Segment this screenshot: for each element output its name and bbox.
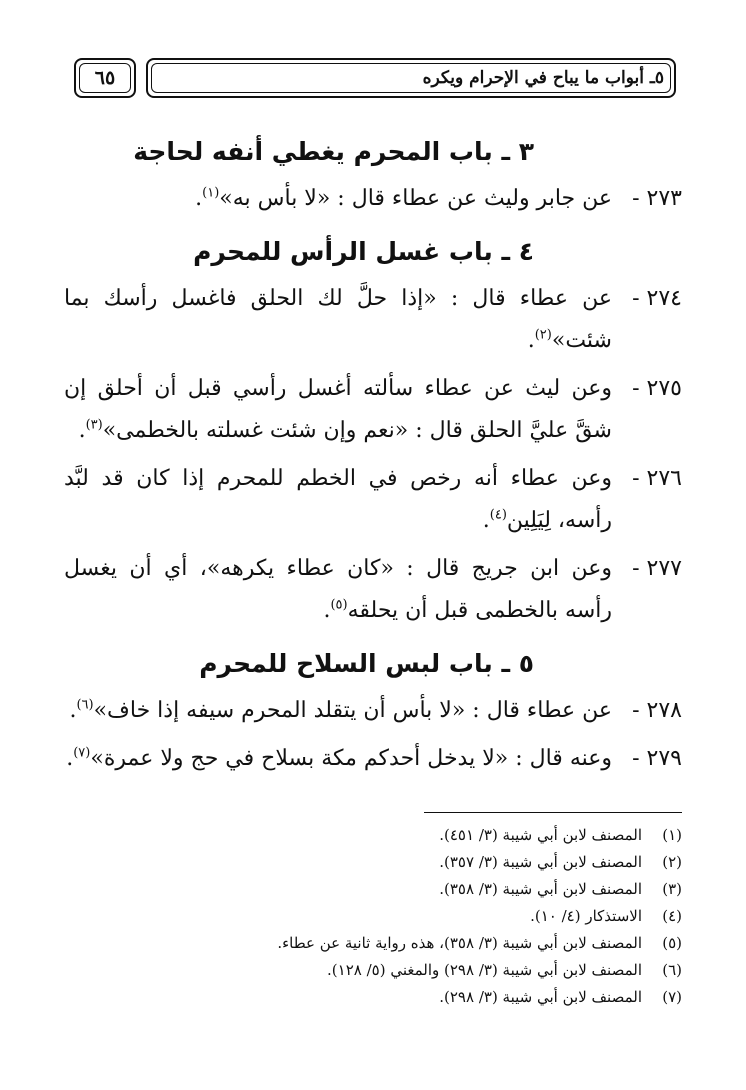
- footnote-divider: [424, 812, 682, 813]
- entry-text: عن عطاء قال : «لا بأس أن يتقلد المحرم سيفه إذا خاف»$^{(٦)}$.: [69, 697, 612, 723]
- footnote-text: المصنف لابن أبي شيبة (٣/ ٣٥٧).: [439, 853, 642, 871]
- entry-text: عن عطاء قال : «إذا حلَّ لك الحلق فاغسل رأسك بما شئت»$^{(٢)}$.: [64, 286, 612, 353]
- footnote: [64, 849, 682, 876]
- page-number-box: [74, 58, 136, 98]
- footnote-number: (٢): [662, 853, 682, 871]
- footnote: [64, 903, 682, 930]
- footnote: [64, 876, 682, 903]
- footnote: [64, 930, 682, 957]
- footnote: [64, 822, 682, 849]
- hadith-entry: [64, 690, 682, 732]
- footnote-ref: (٤): [489, 507, 507, 523]
- hadith-entry: [64, 458, 682, 542]
- footnote-ref: (٧): [73, 745, 91, 761]
- entry-number: ٢٧٨ -: [632, 698, 682, 723]
- footnote-number: (٥): [662, 934, 682, 952]
- section: [64, 134, 682, 220]
- section: [64, 646, 682, 780]
- footnote-text: المصنف لابن أبي شيبة (٣/ ٣٥٨)، هذه رواية ثانية عن عطاء.: [277, 934, 642, 952]
- footnote-text: المصنف لابن أبي شيبة (٣/ ٤٥١).: [439, 826, 642, 844]
- footnote-ref: (١): [202, 185, 220, 201]
- footnote-ref: (٣): [85, 417, 103, 433]
- entry-number: ٢٧٦ -: [632, 466, 682, 491]
- footnote-ref: (٥): [330, 597, 348, 613]
- hadith-entry: [64, 178, 682, 220]
- entry-text: وعنه قال : «لا يدخل أحدكم مكة بسلاح في حج ولا عمرة»$^{(٧)}$.: [66, 745, 612, 771]
- section-heading: ٤ ـ باب غسل الرأس للمحرم: [193, 237, 534, 266]
- entry-text: وعن ابن جريج قال : «كان عطاء يكرهه»، أي أن يغسل رأسه بالخطمى قبل أن يحلقه$^{(٥)}$.: [64, 556, 612, 623]
- footnote-text: المصنف لابن أبي شيبة (٣/ ٢٩٨).: [439, 988, 642, 1006]
- footnote-number: (٣): [662, 880, 682, 898]
- hadith-entry: [64, 278, 682, 362]
- main-text: [64, 120, 682, 786]
- footnote-number: (٧): [662, 988, 682, 1006]
- footnotes: [64, 822, 682, 1011]
- entry-number: ٢٧٧ -: [632, 556, 682, 581]
- section-heading: ٥ ـ باب لبس السلاح للمحرم: [199, 649, 534, 678]
- footnote-number: (١): [662, 826, 682, 844]
- chapter-title: ٥ـ أبواب ما يباح في الإحرام ويكره: [422, 68, 664, 88]
- footnote-text: الاستذكار (٤/ ١٠).: [530, 907, 642, 925]
- footnote-number: (٤): [662, 907, 682, 925]
- hadith-entry: [64, 738, 682, 780]
- footnote-text: المصنف لابن أبي شيبة (٣/ ٢٩٨) والمغني (٥/ ١٢٨).: [327, 961, 642, 979]
- chapter-title-box: [146, 58, 676, 98]
- hadith-entry: [64, 548, 682, 632]
- entry-text: وعن عطاء أنه رخص في الخطم للمحرم إذا كان قد لبَّد رأسه، لِيَلِين$^{(٤)}$.: [64, 466, 613, 533]
- running-header: [74, 58, 676, 104]
- entry-number: ٢٧٤ -: [632, 286, 682, 311]
- entry-number: ٢٧٥ -: [632, 376, 682, 401]
- footnote-ref: (٦): [76, 697, 94, 713]
- entry-text: وعن ليث عن عطاء سألته أغسل رأسي قبل أن أحلق إن شقَّ عليَّ الحلق قال : «نعم وإن شئت غسلته بالخطمى»$^{(٣)}$.: [64, 376, 612, 443]
- section: [64, 234, 682, 632]
- footnote-text: المصنف لابن أبي شيبة (٣/ ٣٥٨).: [439, 880, 642, 898]
- entry-text: عن جابر وليث عن عطاء قال : «لا بأس به»$^{(١)}$.: [195, 185, 612, 211]
- footnote: [64, 984, 682, 1011]
- hadith-entry: [64, 368, 682, 452]
- entry-number: ٢٧٣ -: [632, 186, 682, 211]
- entry-number: ٢٧٩ -: [632, 746, 682, 771]
- footnote-ref: (٢): [534, 327, 552, 343]
- footnote-number: (٦): [662, 961, 682, 979]
- page-number: ٦٥: [94, 67, 116, 89]
- footnote: [64, 957, 682, 984]
- section-heading: ٣ ـ باب المحرم يغطي أنفه لحاجة: [133, 137, 534, 166]
